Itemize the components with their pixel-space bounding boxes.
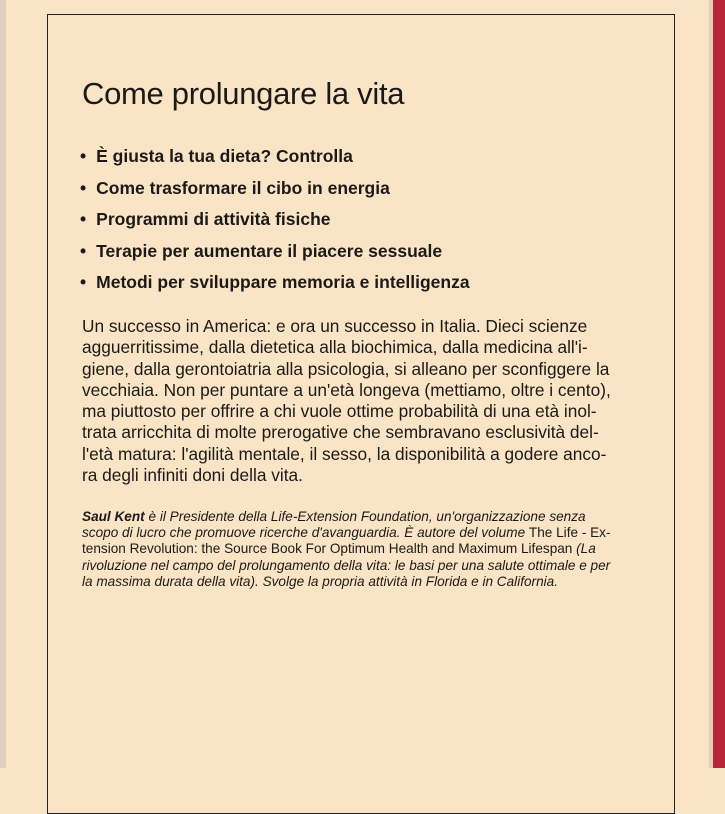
bullet-item: • Come trasformare il cibo in energia [80,178,470,210]
author-name: Saul Kent [82,509,145,524]
bullet-item: • Terapie per aumentare il piacere sessuale [80,241,470,273]
paragraph-line: agguerritissime, dalla dietetica alla biochimica, dalla medicina all'i- [82,337,588,358]
page-title: Come prolungare la vita [82,76,405,111]
paragraph-line: vecchiaia. Non per puntare a un'età longeva (mettiamo, oltre i cento), [82,379,611,400]
paragraph-line: Un successo in America: e ora un successo in Italia. Dieci scienze [82,316,588,336]
book-title: tension Revolution: the Source Book For Optimum Health and Maximum Lifespan [82,541,577,557]
bio-text: è il Presidente della Life-Extension Foundation, un'organizzazione senza [144,509,586,524]
bio-text: scopo di lucro che promuove ricerche d'avanguardia. È autore del volume [82,525,529,541]
page-edge [0,0,6,768]
bullet-item: • Programmi di attività fisiche [80,209,470,241]
bio-text: rivoluzione nel campo del prolungamento della vita: le basi per una salute ottimale e per [82,557,611,573]
paragraph-line: ma piuttosto per offrire a chi vuole ottime probabilità di una età inol- [82,401,597,422]
description-paragraph [82,316,611,486]
paragraph-line: ra degli infiniti doni della vita. [82,465,303,486]
paragraph-line: trata arricchita di molte prerogative che sembravano esclusività del- [82,422,599,443]
paragraph-line: l'età matura: l'agilità mentale, il sesso, la disponibilità a godere anco- [82,443,607,464]
bullet-list [80,146,470,304]
bullet-item: • È giusta la tua dieta? Controlla [80,146,470,178]
red-spine [713,0,725,768]
author-bio [82,509,611,590]
book-title: The Life - Ex- [528,525,611,541]
bullet-item: • Metodi per sviluppare memoria e intelligenza [80,272,470,304]
bio-text: la massima durata della vita). Svolge la propria attività in Florida e in California. [82,573,559,589]
bio-text: (La [576,541,596,557]
paragraph-line: giene, dalla gerontoiatria alla psicologia, si alleano per sconfiggere la [82,358,610,379]
